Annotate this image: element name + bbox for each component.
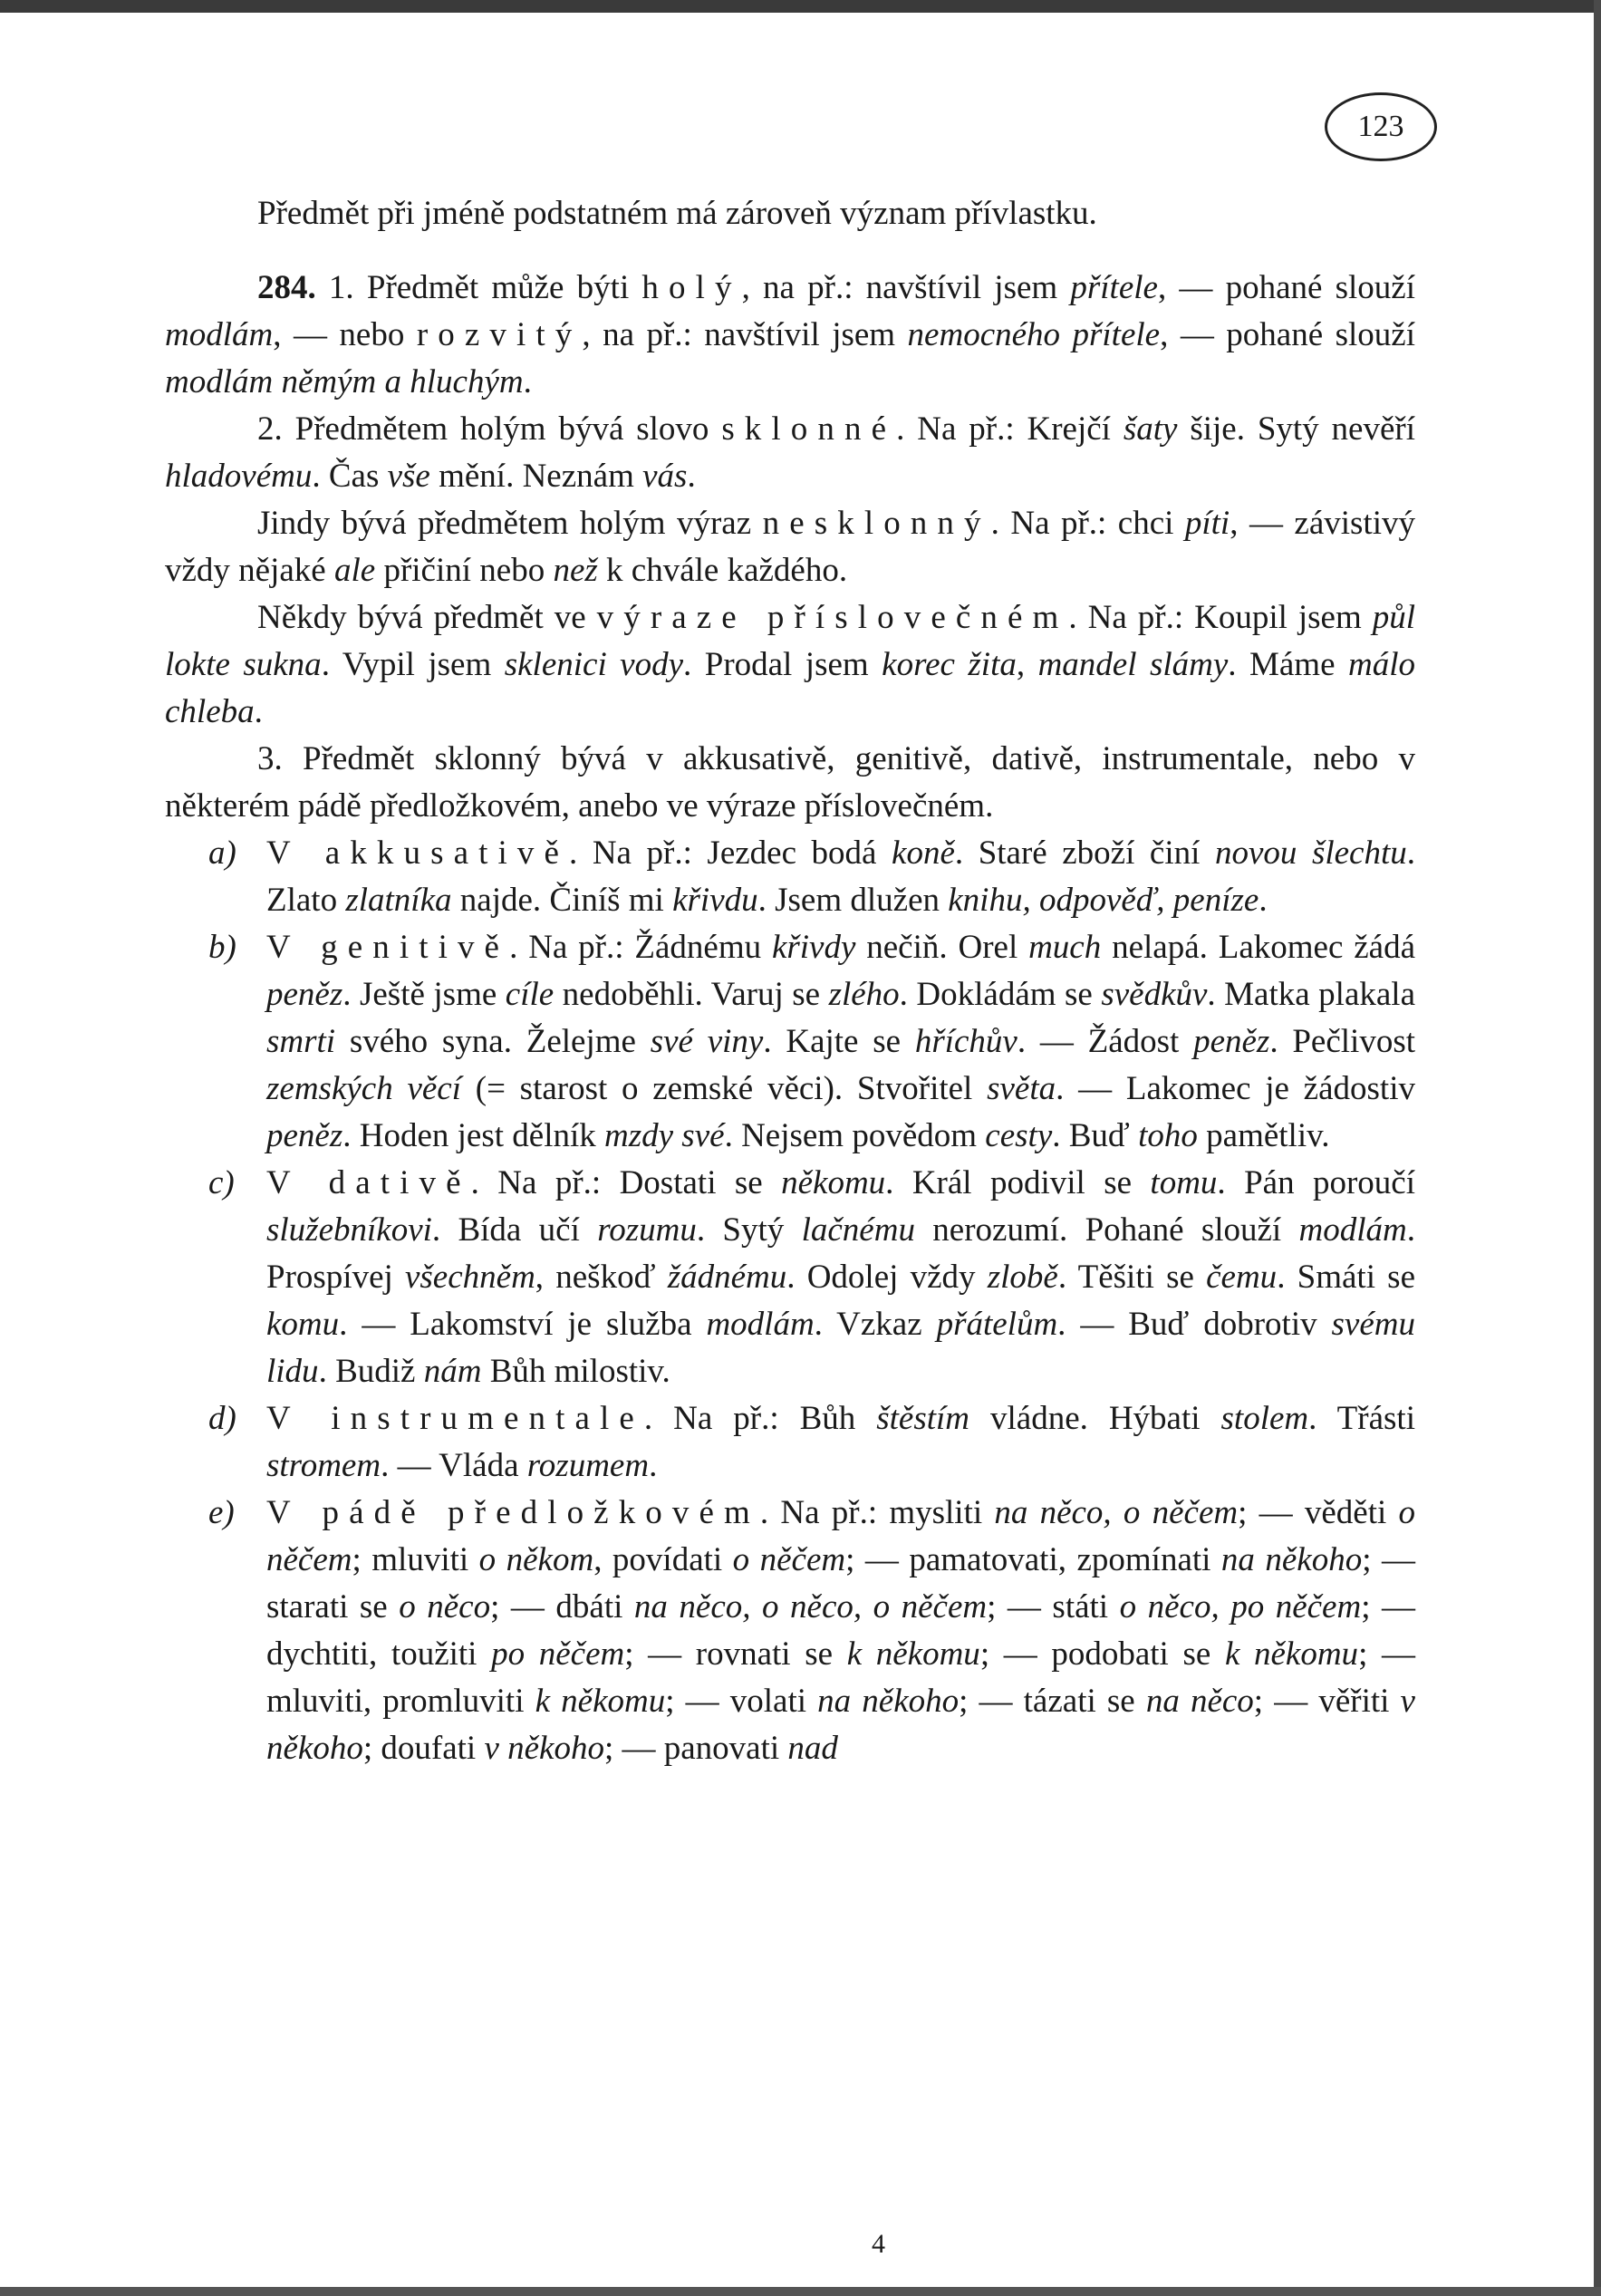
scan-bottom-edge <box>0 2287 1601 2296</box>
scan-right-edge <box>1594 0 1601 2296</box>
intro-paragraph: Předmět při jméně podstatném má zároveň význam přívlastku. <box>257 195 1097 232</box>
item-label: b) <box>208 929 236 966</box>
spaced-term: V genitivě <box>266 929 510 966</box>
paragraph-5: 3. Předmět sklonný bývá v akkusativě, genitivě, dativě, instrumentale, nebo v některém pádě předložkovém, anebo ve výraze příslovečném. <box>165 740 1415 825</box>
spaced-term: V akkusativě <box>266 834 570 872</box>
list-item-c: c) V dativě. Na př.: Dostati se někomu. Král podivil se tomu. Pán poroučí služebníkovi. Bída učí rozumu. Sytý lačnému nerozumí. Pohané slouží modlám. Prospívej všechněm, neškoď žádnému. Odolej vždy zlobě. Těšiti se čemu. Smáti se komu. — Lakomství je služba modlám. Vzkaz přátelům. — Buď dobrotiv svému lidu. Budiž nám Bůh milostiv. <box>165 1160 1415 1395</box>
list-item-d: d) V instrumentale. Na př.: Bůh štěstím vládne. Hýbati stolem. Třásti stromem. — Vláda rozumem. <box>165 1395 1415 1490</box>
item-label: d) <box>208 1400 236 1437</box>
section-number: 284. <box>257 269 316 306</box>
list-item-e: e) V pádě předložkovém. Na př.: mysliti na něco, o něčem; — věděti o něčem; mluviti o někom, povídati o něčem; — pamatovati, zpomínati na někoho; — starati se o něco; — dbáti na něco, o něco, o něčem; — státi o něco, po něčem; — dychtiti, toužiti po něčem; — rovnati se k někomu; — podobati se k někomu; — mluviti, promluviti k někomu; — volati na někoho; — tázati se na něco; — věřiti v někoho; doufati v někoho; — panovati nad <box>165 1490 1415 1772</box>
spaced-term: V dativě <box>266 1164 471 1201</box>
spaced-term: výraze příslovečném <box>596 599 1069 636</box>
spaced-term: sklonné <box>721 410 897 448</box>
list-item-a: a) V akkusativě. Na př.: Jezdec bodá koně. Staré zboží činí novou šlechtu. Zlato zlatníka najde. Činíš mi křivdu. Jsem dlužen knihu, odpověď, peníze. <box>165 830 1415 924</box>
spaced-term: V pádě předložkovém <box>266 1494 760 1531</box>
signature-mark: 4 <box>872 2229 885 2259</box>
spaced-term: holý <box>641 269 742 306</box>
page-number: 123 <box>1325 92 1437 161</box>
scan-top-edge <box>0 0 1601 13</box>
item-label: e) <box>208 1494 235 1531</box>
spaced-term: rozvitý <box>416 316 583 353</box>
paragraph-3: Jindy bývá předmětem holým výraz nesklonný. Na př.: chci píti, — závistivý vždy nějaké ale přičiní nebo než k chvále každého. <box>165 505 1415 589</box>
paragraph-4: Někdy bývá předmět ve výraze příslovečném. Na př.: Koupil jsem půl lokte sukna. Vypil jsem sklenici vody. Prodal jsem korec žita, mandel slámy. Máme málo chleba. <box>165 599 1415 730</box>
spaced-term: V instrumentale <box>266 1400 644 1437</box>
item-label: a) <box>208 834 236 872</box>
page-body <box>165 190 1415 1772</box>
list-item-b: b) V genitivě. Na př.: Žádnému křivdy nečiň. Orel much nelapá. Lakomec žádá peněz. Ještě jsme cíle nedoběhli. Varuj se zlého. Dokládám se svědkův. Matka plakala smrti svého syna. Želejme své viny. Kajte se hříchův. — Žádost peněz. Pečlivost zemských věcí (= starost o zemské věci). Stvořitel světa. — Lakomec je žádostiv peněz. Hoden jest dělník mzdy své. Nejsem povědom cesty. Buď toho pamětliv. <box>165 924 1415 1160</box>
spaced-term: nesklonný <box>762 505 991 542</box>
item-label: c) <box>208 1164 235 1201</box>
section-284-paragraph: 284. 1. Předmět může býti holý, na př.: navštívil jsem přítele, — pohané slouží modlám, — nebo rozvitý, na př.: navštívil jsem nemocného přítele, — pohané slouží modlám němým a hluchým. <box>165 269 1415 400</box>
paragraph-2: 2. Předmětem holým bývá slovo sklonné. Na př.: Krejčí šaty šije. Sytý nevěří hladovému. Čas vše mění. Neznám vás. <box>165 410 1416 495</box>
